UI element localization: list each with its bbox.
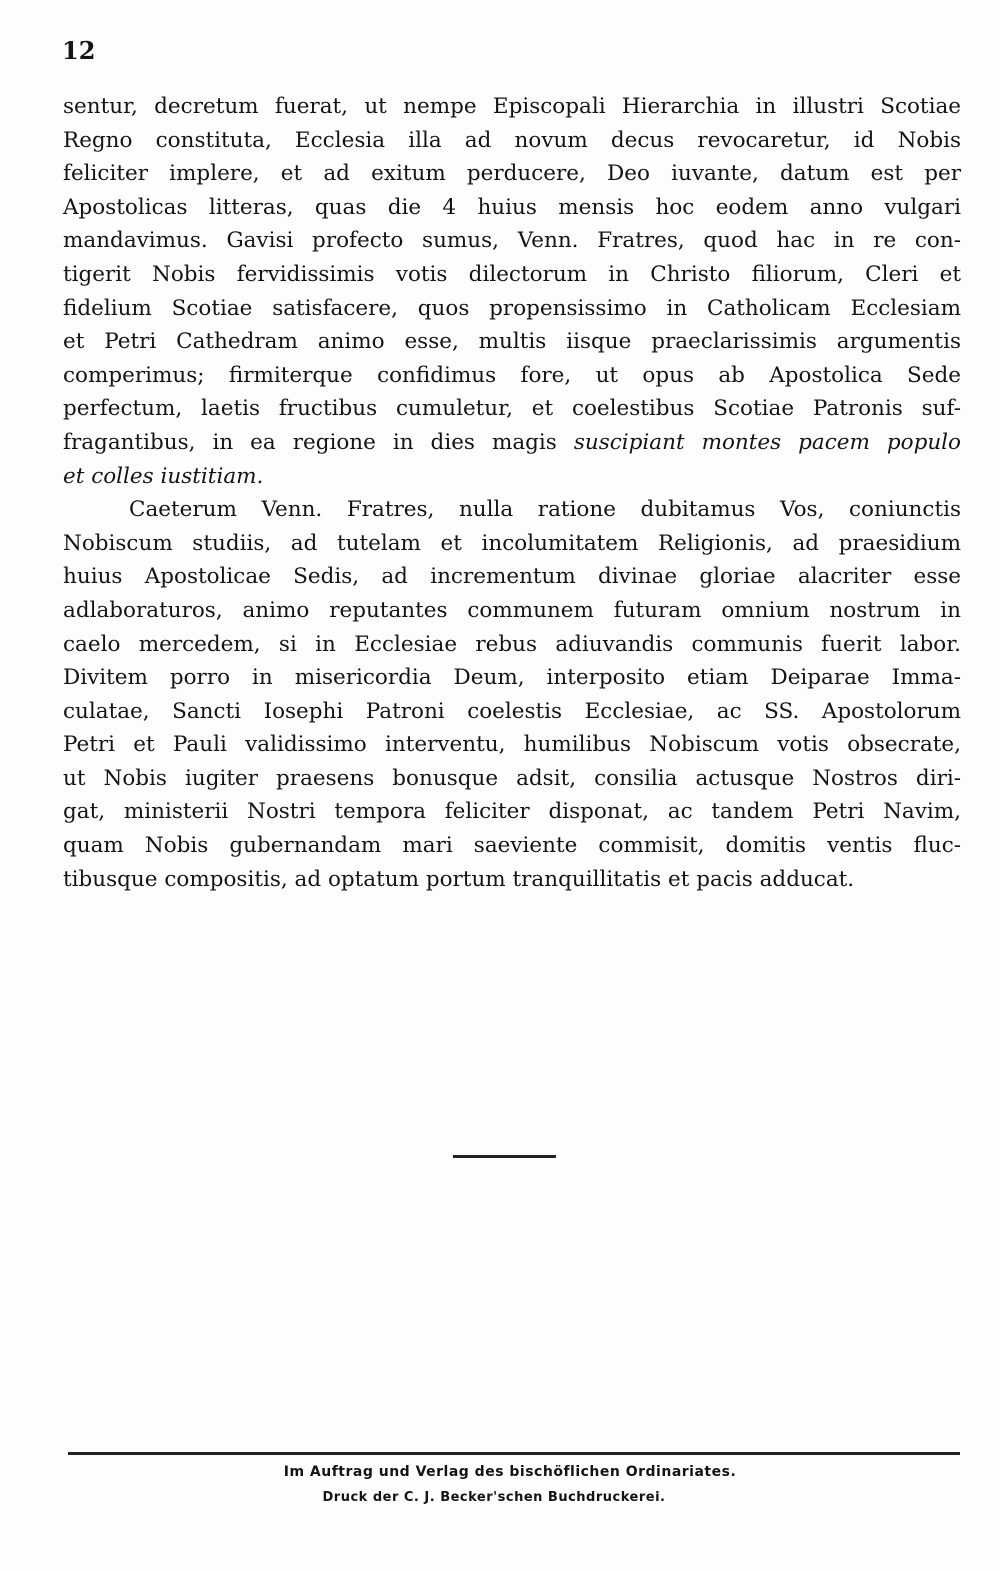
text-line: tibusque compositis, ad optatum portum tranquillitatis et pacis adducat. (63, 866, 855, 892)
footer-rule (68, 1452, 960, 1455)
paragraph-start: Caeterum Venn. Fratres, nulla ratione dubitamus Vos, coniunctis (129, 497, 961, 523)
text-line: quam Nobis gubernandam mari saeviente commisit, domitis ventis fluc- (63, 833, 961, 859)
text-line: adlaboraturos, animo reputantes communem futuram omnium nostrum in (63, 597, 961, 623)
text-line: Apostolicas litteras, quas die 4 huius mensis hoc eodem anno vulgari (63, 194, 961, 220)
text-line: huius Apostolicae Sedis, ad incrementum divinae gloriae alacriter esse (63, 564, 961, 590)
text-line: ut Nobis iugiter praesens bonusque adsit, consilia actusque Nostros diri- (63, 765, 961, 791)
text-line-prefix: fragantibus, in ea regione in dies magis (63, 429, 574, 455)
text-line: gat, ministerii Nostri tempora feliciter disponat, ac tandem Petri Navim, (63, 799, 961, 825)
text-line: Petri et Pauli validissimo interventu, humilibus Nobiscum votis obsecrate, (63, 732, 961, 758)
section-divider (453, 1155, 556, 1158)
text-line: culatae, Sancti Iosephi Patroni coelestis Ecclesiae, ac SS. Apostolorum (63, 698, 961, 724)
imprint-publisher: Im Auftrag und Verlag des bischöflichen Ordinariates. (283, 1464, 737, 1480)
scripture-quote: suscipiant montes pacem populo (573, 429, 961, 455)
text-line: Nobiscum studiis, ad tutelam et incolumitatem Religionis, ad praesidium (63, 530, 961, 556)
text-line: tigerit Nobis fervidissimis votis dilectorum in Christo filiorum, Cleri et (63, 261, 961, 287)
text-line: caelo mercedem, si in Ecclesiae rebus adiuvandis communis fuerit labor. (63, 631, 961, 657)
text-line: mandavimus. Gavisi profecto sumus, Venn. Fratres, quod hac in re con- (63, 228, 961, 254)
text-line: sentur, decretum fuerat, ut nempe Episcopali Hierarchia in illustri Scotiae (63, 94, 961, 119)
text-line (63, 426, 961, 460)
imprint-printer: Druck der C. J. Becker'schen Buchdruckerei. (322, 1490, 666, 1505)
page-number: 12 (62, 36, 96, 65)
text-line: comperimus; firmiterque confidimus fore, ut opus ab Apostolica Sede (63, 362, 961, 388)
text-line: fidelium Scotiae satisfacere, quos propensissimo in Catholicam Ecclesiam (63, 295, 961, 321)
text-line: perfectum, laetis fructibus cumuletur, et coelestibus Scotiae Patronis suf- (63, 396, 961, 422)
text-line: et Petri Cathedram animo esse, multis iisque praeclarissimis argumentis (63, 329, 961, 355)
scripture-quote-end: et colles iustitiam. (63, 463, 264, 489)
text-line: Regno constituta, Ecclesia illa ad novum decus revocaretur, id Nobis (63, 127, 961, 153)
text-line: feliciter implere, et ad exitum perducere, Deo iuvante, datum est per (63, 161, 961, 187)
body-text (63, 90, 961, 896)
text-line: Divitem porro in misericordia Deum, interposito etiam Deiparae Imma- (63, 665, 961, 691)
